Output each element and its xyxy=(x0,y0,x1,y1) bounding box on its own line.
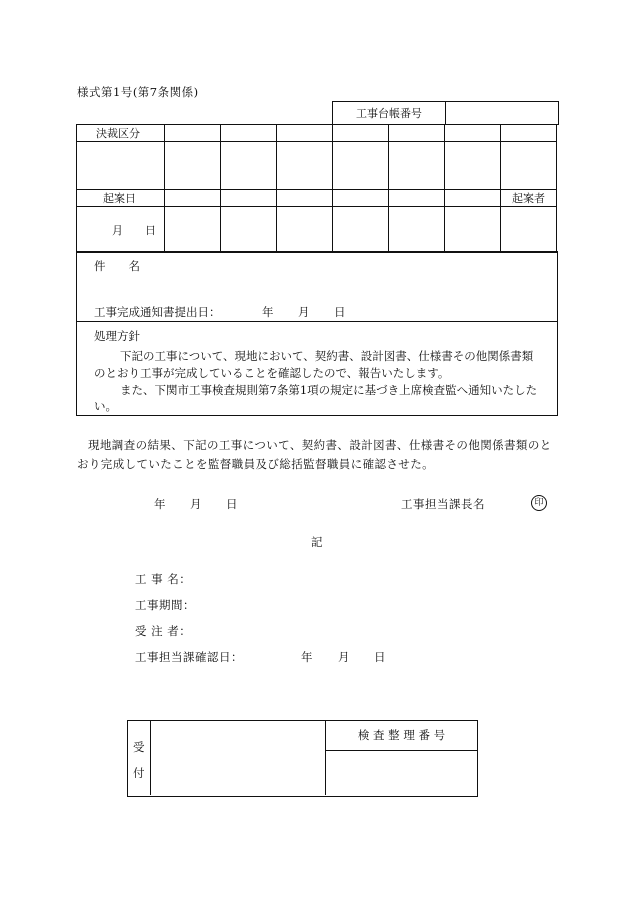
form-number: 様式第1号(第7条関係) xyxy=(77,85,199,99)
decision-category-label: 決裁区分 xyxy=(77,125,165,142)
date-day: 日 xyxy=(226,497,238,511)
date-year: 年 xyxy=(154,497,166,511)
seal-cell[interactable] xyxy=(333,207,389,253)
date-month: 月 xyxy=(190,497,202,511)
policy-line: い。 xyxy=(94,399,117,413)
manager-name-label: 工事担当課長名 xyxy=(401,497,485,511)
policy-label: 処理方針 xyxy=(94,329,140,343)
receipt-label-column: 受 付 xyxy=(128,721,151,795)
ledger-number-label: 工事台帳番号 xyxy=(333,102,446,125)
drafter-field[interactable] xyxy=(501,207,557,253)
decision-cell[interactable] xyxy=(501,142,557,190)
policy-line: のとおり工事が完成していることを確認したので、報告いたします。 xyxy=(94,366,450,380)
decision-cell[interactable] xyxy=(333,142,389,190)
subject-block[interactable]: 件 名 工事完成通知書提出日： 年 月 日 xyxy=(76,251,558,322)
seal-mark: 印 xyxy=(531,495,547,511)
confirm-date-label: 工事担当課確認日： xyxy=(135,650,243,664)
policy-block xyxy=(76,321,558,416)
inspection-number-field[interactable] xyxy=(326,751,477,795)
survey-text: おり完成していたことを監督職員及び総括監督職員に確認させた。 xyxy=(77,457,434,471)
drafter-label: 起案者 xyxy=(501,190,557,207)
seal-cell[interactable] xyxy=(165,207,221,253)
policy-line: また、下関市工事検査規則第7条第1項の規定に基づき上席検査監へ通知いたした xyxy=(120,383,538,397)
subject-label: 件 名 xyxy=(94,259,140,273)
decision-cell[interactable] xyxy=(77,142,165,190)
draft-date-field[interactable]: 月 日 xyxy=(77,207,165,253)
decision-cell[interactable] xyxy=(221,142,277,190)
inspection-number-area xyxy=(325,721,477,795)
project-name-label: 工 事 名： xyxy=(135,572,192,586)
completion-notice-label: 工事完成通知書提出日： xyxy=(94,305,221,319)
decision-cell[interactable] xyxy=(445,142,501,190)
decision-cell[interactable] xyxy=(165,142,221,190)
receipt-stamp-area[interactable] xyxy=(150,721,325,795)
project-period-label: 工事期間： xyxy=(135,598,195,612)
ledger-number-table xyxy=(332,101,559,125)
decision-cell[interactable] xyxy=(277,142,333,190)
approval-grid xyxy=(76,124,557,253)
seal-cell[interactable] xyxy=(277,207,333,253)
decision-cell[interactable] xyxy=(389,142,445,190)
survey-text: 現地調査の結果、下記の工事について、契約書、設計図書、仕様書その他関係書類のと xyxy=(88,438,552,452)
inspection-number-label: 検 査 整 理 番 号 xyxy=(326,721,477,751)
seal-cell[interactable] xyxy=(221,207,277,253)
ledger-number-field[interactable] xyxy=(446,102,559,125)
seal-cell[interactable] xyxy=(389,207,445,253)
receipt-box xyxy=(127,720,478,797)
contractor-label: 受 注 者： xyxy=(135,624,192,638)
ki-heading: 記 xyxy=(311,535,323,549)
policy-line: 下記の工事について、現地において、契約書、設計図書、仕様書その他関係書類 xyxy=(120,349,534,363)
seal-cell[interactable] xyxy=(445,207,501,253)
draft-date-label: 起案日 xyxy=(77,190,165,207)
